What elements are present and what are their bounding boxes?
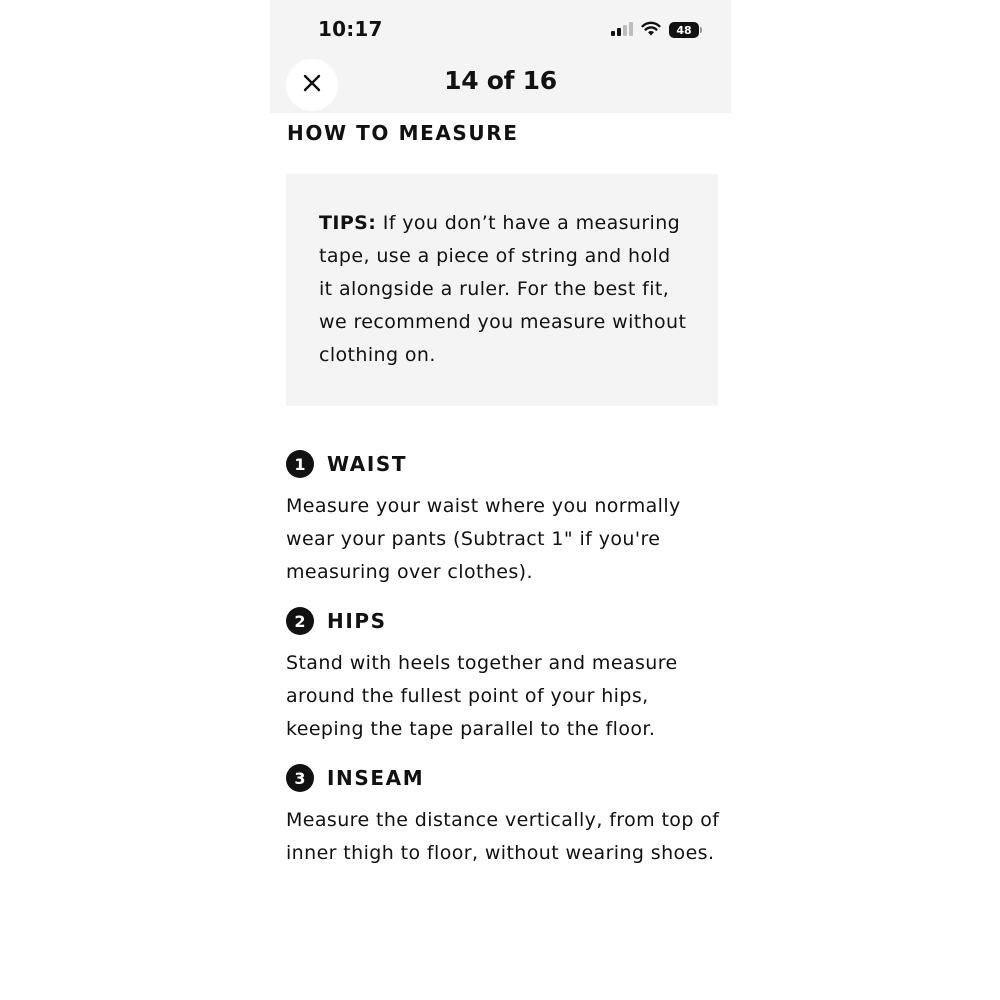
step-description: Measure your waist where you normally wear your pants (Subtract 1" if you're measuring over clothes). [286,495,681,583]
tips-label: TIPS: [319,212,377,234]
step-header [286,606,726,636]
step-waist [286,449,726,589]
step-title: WAIST [327,452,408,476]
step-header [286,763,726,793]
step-hips [286,606,726,746]
step-inseam [286,763,726,870]
status-icons [611,20,699,40]
tips-box [286,174,718,406]
step-header [286,449,726,479]
status-time: 10:17 [318,17,383,41]
top-bar [270,0,731,113]
battery-level: 48 [676,23,692,37]
battery-icon [669,22,699,38]
step-title: INSEAM [327,766,425,790]
wifi-icon [641,21,661,40]
step-number-badge: 2 [286,607,314,635]
section-title: HOW TO MEASURE [287,121,519,145]
tips-text: If you don’t have a measuring tape, use a piece of string and hold it alongside a ruler. For the best fit, we recommend you measure without clothing on. [319,212,687,366]
screen [270,0,731,1000]
step-number-badge: 1 [286,450,314,478]
step-title: HIPS [327,609,387,633]
step-description: Stand with heels together and measure around the fullest point of your hips, keeping the tape parallel to the floor. [286,652,678,740]
step-number-badge: 3 [286,764,314,792]
page-counter: 14 of 16 [444,66,557,95]
step-description: Measure the distance vertically, from top of inner thigh to floor, without wearing shoes. [286,809,720,864]
signal-icon [611,21,633,40]
